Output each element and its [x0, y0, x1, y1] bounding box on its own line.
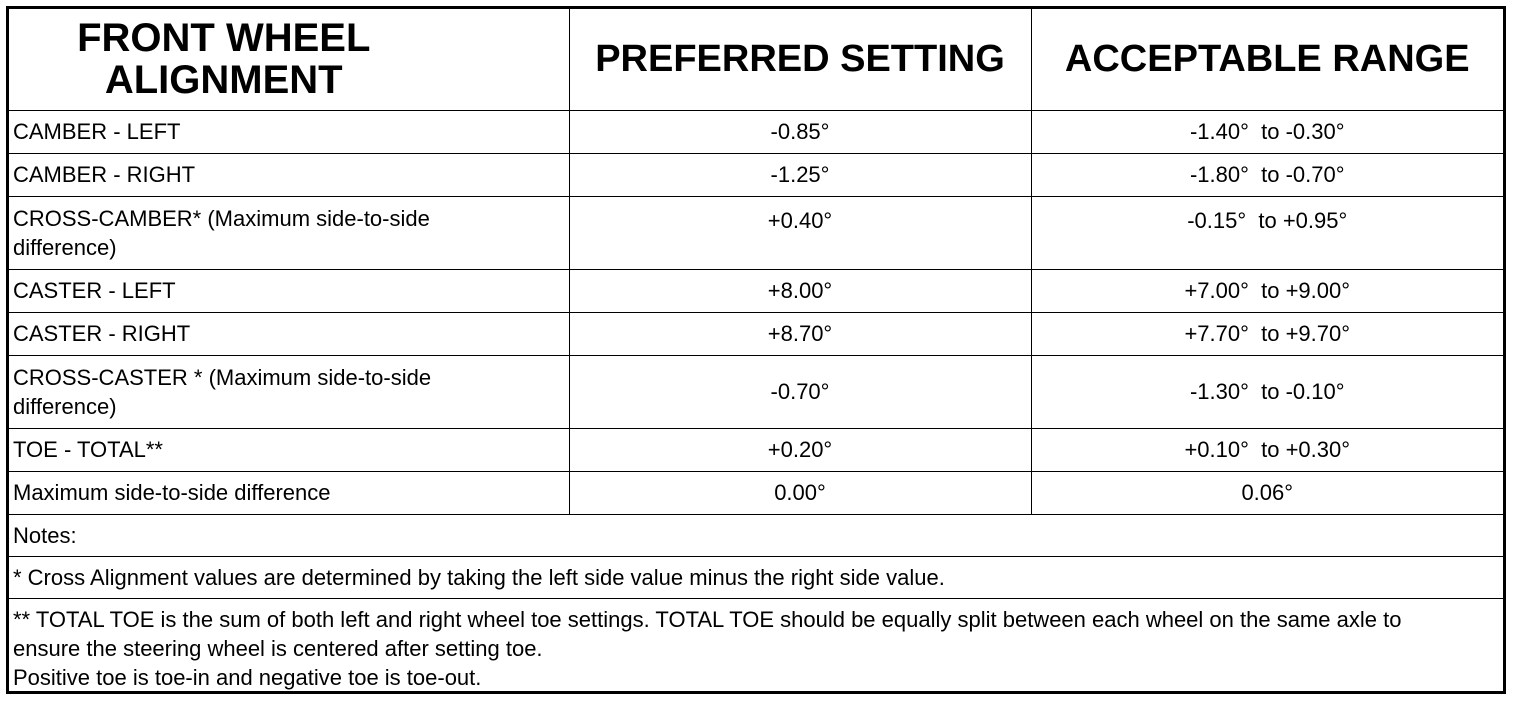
- range-cell: +0.10° to +0.30°: [1031, 428, 1503, 471]
- range-cell: -1.40° to -0.30°: [1031, 110, 1503, 153]
- table-row: [9, 355, 1503, 428]
- table-row: [9, 428, 1503, 471]
- table-row: [9, 196, 1503, 269]
- note-total-toe: ** TOTAL TOE is the sum of both left and right wheel toe settings. TOTAL TOE should be equally split between each wheel on the same axle to ensure the steering wheel is centered after setting toe.: [13, 606, 1402, 661]
- preferred-cell: +8.70°: [569, 312, 1031, 355]
- preferred-cell: +8.00°: [569, 269, 1031, 312]
- note-toe-direction: Positive toe is toe-in and negative toe is toe-out.: [13, 664, 482, 690]
- preferred-cell: 0.00°: [569, 471, 1031, 514]
- preferred-cell: +0.40°: [569, 196, 1031, 269]
- table-row: [9, 312, 1503, 355]
- header-acceptable-range: ACCEPTABLE RANGE: [1031, 9, 1503, 110]
- notes-row: [9, 556, 1503, 598]
- parameter-cell: TOE - TOTAL**: [9, 428, 569, 471]
- range-cell: -1.30° to -0.10°: [1031, 355, 1503, 428]
- parameter-cell: CASTER - RIGHT: [9, 312, 569, 355]
- parameter-cell: Maximum side-to-side difference: [9, 471, 569, 514]
- preferred-cell: -0.85°: [569, 110, 1031, 153]
- alignment-spec-table-frame: [6, 6, 1506, 694]
- preferred-cell: -1.25°: [569, 153, 1031, 196]
- parameter-cell: CROSS-CASTER * (Maximum side-to-side difference): [9, 355, 569, 428]
- range-cell: +7.70° to +9.70°: [1031, 312, 1503, 355]
- parameter-cell: CAMBER - RIGHT: [9, 153, 569, 196]
- table-row: [9, 110, 1503, 153]
- table-row: [9, 269, 1503, 312]
- range-cell: 0.06°: [1031, 471, 1503, 514]
- parameter-cell: CROSS-CAMBER* (Maximum side-to-side difference): [9, 196, 569, 269]
- alignment-spec-table: [9, 9, 1503, 698]
- parameter-cell: CAMBER - LEFT: [9, 110, 569, 153]
- notes-heading: Notes:: [9, 514, 1503, 556]
- table-row: [9, 153, 1503, 196]
- range-cell: -1.80° to -0.70°: [1031, 153, 1503, 196]
- notes-row: [9, 598, 1503, 698]
- table-row: [9, 471, 1503, 514]
- preferred-cell: -0.70°: [569, 355, 1031, 428]
- note-total-toe-cell: [9, 598, 1503, 698]
- notes-heading-row: [9, 514, 1503, 556]
- note-cross-alignment: * Cross Alignment values are determined by taking the left side value minus the right side value.: [9, 556, 1503, 598]
- preferred-cell: +0.20°: [569, 428, 1031, 471]
- header-front-wheel-alignment: FRONT WHEEL ALIGNMENT: [9, 9, 569, 110]
- table-header-row: [9, 9, 1503, 110]
- header-preferred-setting: PREFERRED SETTING: [569, 9, 1031, 110]
- range-cell: -0.15° to +0.95°: [1031, 196, 1503, 269]
- parameter-cell: CASTER - LEFT: [9, 269, 569, 312]
- range-cell: +7.00° to +9.00°: [1031, 269, 1503, 312]
